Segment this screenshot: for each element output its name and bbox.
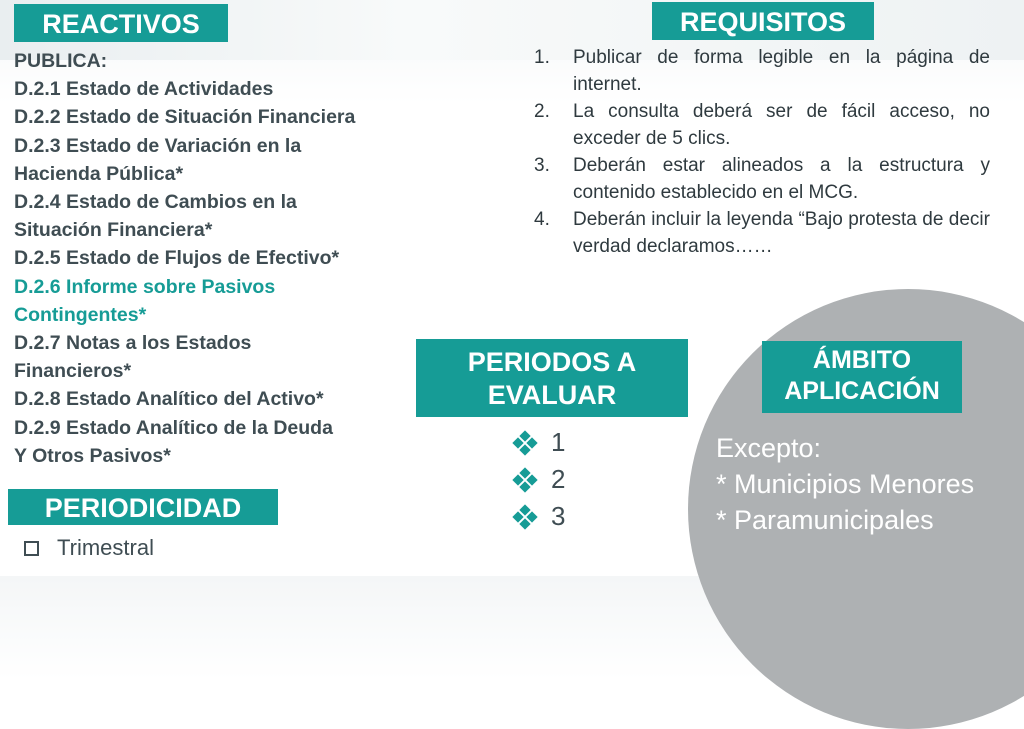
requisito-text: Publicar de forma legible en la página de internet. [573,47,990,95]
requisito-text: Deberán estar alineados a la estructura y contenido establecido en el MCG. [573,155,990,203]
requisito-item [528,44,990,98]
requisito-number: 2. [534,101,550,122]
ambito-title-line2: APLICACIÓN [784,377,940,405]
reactivo-item: Hacienda Pública* [14,162,184,185]
periodos-title-line1: PERIODOS A [467,347,637,377]
periodo-item [514,424,565,461]
requisitos-title: REQUISITOS [652,2,874,40]
periodo-item [514,498,565,535]
reactivos-list [14,47,434,470]
checkbox-bullet-icon [24,541,39,556]
reactivo-item: PUBLICA: [14,50,108,72]
periodicidad-item-label: Trimestral [57,535,154,560]
requisito-text: La consulta deberá ser de fácil acceso, no exceder de 5 clics. [573,101,990,149]
periodos-title-line2: EVALUAR [487,380,617,410]
reactivo-item: D.2.8 Estado Analítico del Activo* [14,388,324,411]
reactivo-item: D.2.7 Notas a los Estados [14,332,252,355]
periodo-label: 1 [551,427,566,457]
reactivo-item: Y Otros Pasivos* [14,444,171,467]
periodos-list [514,424,565,535]
requisito-number: 1. [534,47,550,68]
periodicidad-title: PERIODICIDAD [8,489,278,525]
ambito-line: Excepto: [716,433,822,463]
ambito-title-line1: ÁMBITO [812,346,912,374]
reactivos-title: REACTIVOS [14,4,228,42]
reactivo-item: D.2.5 Estado de Flujos de Efectivo* [14,247,340,270]
requisito-number: 4. [534,209,550,230]
requisito-item [528,206,990,260]
periodo-label: 2 [551,464,566,494]
requisito-item [528,152,990,206]
reactivo-item: D.2.9 Estado Analítico de la Deuda [14,416,333,439]
reactivo-item: D.2.1 Estado de Actividades [14,78,274,101]
ambito-line: * Paramunicipales [716,505,934,535]
reactivo-item: D.2.2 Estado de Situación Financiera [14,106,356,129]
periodo-item [514,461,565,498]
reactivo-item: Financieros* [14,360,132,383]
periodos-title [416,339,688,417]
requisito-item [528,98,990,152]
reactivo-item: D.2.4 Estado de Cambios en la [14,191,297,214]
diamond-bullet-icon [514,432,536,454]
reactivo-item: Situación Financiera* [14,219,213,242]
ambito-title [762,341,962,413]
reactivo-item: D.2.6 Informe sobre Pasivos [14,275,276,298]
reactivo-item: D.2.3 Estado de Variación en la [14,134,302,157]
diamond-bullet-icon [514,506,536,528]
requisito-number: 3. [534,155,550,176]
periodicidad-item [24,535,154,561]
periodo-label: 3 [551,501,566,531]
diamond-bullet-icon [514,469,536,491]
reactivo-item: Contingentes* [14,303,147,326]
requisito-text: Deberán incluir la leyenda “Bajo protesta de decir verdad declaramos…… [573,209,990,257]
ambito-exceptions [716,430,1016,538]
ambito-line: * Municipios Menores [716,469,975,499]
requisitos-list [528,44,990,260]
